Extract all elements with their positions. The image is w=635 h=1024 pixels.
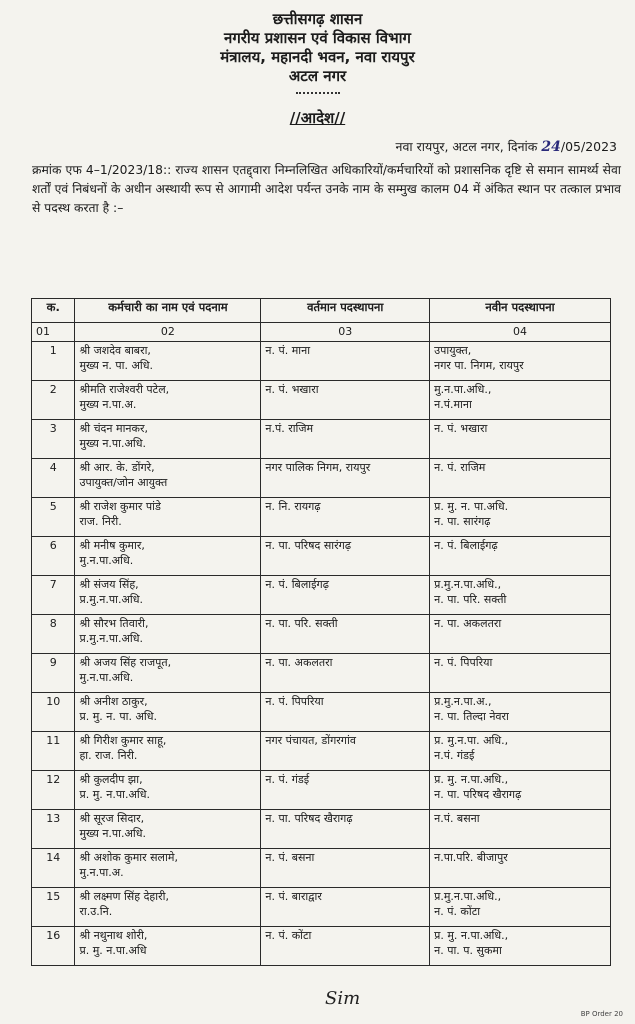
table-row [32,537,611,576]
header-divider [296,88,340,94]
dateline [0,138,635,155]
employee-designation: राज. निरी. [79,515,122,528]
new-posting-line: न. पा. अकलतरा [434,617,502,630]
posting-table [31,298,611,966]
row-serial: 14 [32,849,75,888]
new-posting-line: प्र.मु.न.पा.अधि., [434,890,502,903]
new-posting-cell [430,459,611,498]
table-row [32,615,611,654]
table-row [32,888,611,927]
row-serial: 1 [32,342,75,381]
new-posting-line: उपायुक्त, [434,344,472,357]
current-posting: न. नि. रायगढ़ [261,498,430,537]
employee-name: श्री लक्ष्मण सिंह देहारी, [79,890,169,903]
employee-cell [75,849,261,888]
employee-cell [75,420,261,459]
current-posting: नगर पंचायत, डोंगरगांव [261,732,430,771]
new-posting-cell [430,342,611,381]
order-paragraph: क्रमांक एफ 4–1/2023/18:: राज्य शासन एतद्द्वारा निम्नलिखित अधिकारियों/कर्मचारियों को प्रशासनिक दृष्टि से समान सामर्थ्य सेवा शर्तों एवं निबंधनों के अधीन अस्थायी रूप से आगामी आदेश पर्यन्त उनके नाम के सम्मुख कालम 04 में अंकित स्थान पर तत्काल प्रभाव से पदस्थ करता है :– [32,163,621,215]
employee-designation: उपायुक्त/जोन आयुक्त [79,476,168,489]
row-serial: 8 [32,615,75,654]
col-header-current: वर्तमान पदस्थापना [261,299,430,323]
row-serial: 7 [32,576,75,615]
new-posting-cell [430,771,611,810]
col-header-new: नवीन पदस्थापना [430,299,611,323]
col-number: 03 [261,323,430,342]
row-serial: 12 [32,771,75,810]
new-posting-line: प्र. मु.न.पा. अधि., [434,734,509,747]
current-posting: न. पं. गंडई [261,771,430,810]
employee-name: श्री चंदन मानकर, [79,422,148,435]
new-posting-cell [430,888,611,927]
new-posting-line: न.पा.परि. बीजापुर [434,851,508,864]
table-row [32,849,611,888]
employee-cell [75,576,261,615]
table-row [32,732,611,771]
dateline-day: 24 [541,139,561,155]
new-posting-line: मु.न.पा.अधि., [434,383,492,396]
employee-designation: मु.न.पा.अधि. [79,671,134,684]
col-number: 02 [75,323,261,342]
new-posting-cell [430,498,611,537]
employee-cell [75,693,261,732]
new-posting-line: न. पं. भखारा [434,422,488,435]
current-posting: न.पं. राजिम [261,420,430,459]
new-posting-line: न. पा. तिल्दा नेवरा [434,710,509,723]
new-posting-line: प्र. मु. न.पा.अधि., [434,929,509,942]
employee-name: श्री नथुनाथ शोरी, [79,929,148,942]
employee-designation: प्र. मु. न. पा. अधि. [79,710,157,723]
employee-designation: प्र.मु.न.पा.अधि. [79,632,143,645]
table-row [32,576,611,615]
new-posting-line: प्र.मु.न.पा.अधि., [434,578,502,591]
new-posting-cell [430,732,611,771]
column-number-row [32,323,611,342]
employee-designation: मुख्य न.पा.अधि. [79,827,147,840]
new-posting-cell [430,927,611,966]
employee-designation: मुख्य न.पा.अधि. [79,437,147,450]
current-posting: न. पा. परिषद सारंगढ़ [261,537,430,576]
new-posting-line: प्र. मु. न. पा.अधि. [434,500,509,513]
employee-name: श्री अजय सिंह राजपूत, [79,656,172,669]
employee-name: श्री सौरभ तिवारी, [79,617,149,630]
employee-cell [75,927,261,966]
employee-designation: रा.उ.नि. [79,905,113,918]
city-name: अटल नगर [288,67,347,85]
row-serial: 4 [32,459,75,498]
col-number: 01 [32,323,75,342]
employee-name: श्री मनीष कुमार, [79,539,145,552]
table-header-row [32,299,611,323]
new-posting-line: प्र. मु. न.पा.अधि., [434,773,509,786]
govt-name: छत्तीसगढ़ शासन [272,10,363,28]
employee-designation: हा. राज. निरी. [79,749,138,762]
employee-cell [75,537,261,576]
current-posting: नगर पालिक निगम, रायपुर [261,459,430,498]
current-posting: न. पा. परिषद खैरागढ़ [261,810,430,849]
row-serial: 13 [32,810,75,849]
footnote: BP Order 20 [580,1010,623,1018]
employee-cell [75,654,261,693]
employee-designation: प्र. मु. न.पा.अधि. [79,788,150,801]
current-posting: न. पं. भखारा [261,381,430,420]
new-posting-line: न. पं. कोंटा [434,905,481,918]
row-serial: 10 [32,693,75,732]
dateline-month-year: /05/2023 [560,139,617,154]
table-row [32,654,611,693]
col-header-name: कर्मचारी का नाम एवं पदनाम [75,299,261,323]
employee-cell [75,381,261,420]
table-row [32,693,611,732]
row-serial: 16 [32,927,75,966]
new-posting-cell [430,654,611,693]
new-posting-line: न. पा. परिषद खैरागढ़ [434,788,522,801]
employee-name: श्री अनीश ठाकुर, [79,695,148,708]
current-posting: न. पा. परि. सक्ती [261,615,430,654]
current-posting: न. पं. कोंटा [261,927,430,966]
row-serial: 15 [32,888,75,927]
employee-cell [75,459,261,498]
new-posting-line: न. पं. पिपरिया [434,656,493,669]
new-posting-line: न.पं.माना [434,398,472,411]
office-address: मंत्रालय, महानदी भवन, नवा रायपुर [220,48,415,66]
table-row [32,771,611,810]
letterhead [0,0,635,94]
new-posting-line: न. पा. प. सुकमा [434,944,502,957]
row-serial: 11 [32,732,75,771]
employee-designation: मुख्य न. पा. अधि. [79,359,154,372]
employee-designation: मु.न.पा.अ. [79,866,124,879]
signature-image: Sim [325,988,361,1009]
current-posting: न. पं. माना [261,342,430,381]
new-posting-line: न. पं. राजिम [434,461,486,474]
employee-designation: मु.न.पा.अधि. [79,554,134,567]
row-serial: 2 [32,381,75,420]
table-row [32,342,611,381]
new-posting-cell [430,849,611,888]
employee-name: श्री संजय सिंह, [79,578,139,591]
new-posting-line: न. पा. परि. सक्ती [434,593,507,606]
employee-cell [75,498,261,537]
employee-name: श्री गिरीश कुमार साहू, [79,734,167,747]
employee-cell [75,771,261,810]
employee-name: श्री कुलदीप झा, [79,773,143,786]
current-posting: न. पं. बाराद्वार [261,888,430,927]
table-row [32,381,611,420]
col-number: 04 [430,323,611,342]
employee-designation: मुख्य न.पा.अ. [79,398,137,411]
department-name: नगरीय प्रशासन एवं विकास विभाग [224,29,411,47]
employee-cell [75,615,261,654]
employee-cell [75,342,261,381]
current-posting: न. पं. पिपरिया [261,693,430,732]
employee-name: श्री अशोक कुमार सलामे, [79,851,178,864]
table-row [32,420,611,459]
new-posting-line: न.पं. बसना [434,812,480,825]
row-serial: 9 [32,654,75,693]
current-posting: न. पं. बिलाईगढ़ [261,576,430,615]
new-posting-cell [430,810,611,849]
employee-designation: प्र.मु.न.पा.अधि. [79,593,143,606]
new-posting-line: नगर पा. निगम, रायपुर [434,359,524,372]
order-title: //आदेश// [289,109,346,127]
employee-cell [75,732,261,771]
employee-name: श्री जशदेव बाबरा, [79,344,151,357]
employee-name: श्री आर. के. डोंगरे, [79,461,155,474]
new-posting-cell [430,576,611,615]
table-row [32,810,611,849]
new-posting-line: न. पं. बिलाईगढ़ [434,539,498,552]
new-posting-cell [430,420,611,459]
row-serial: 5 [32,498,75,537]
table-row [32,459,611,498]
employee-name: श्री सूरज सिदार, [79,812,145,825]
new-posting-cell [430,537,611,576]
new-posting-cell [430,615,611,654]
employee-designation: प्र. मु. न.पा.अधि [79,944,147,957]
new-posting-line: प्र.मु.न.पा.अ., [434,695,492,708]
new-posting-cell [430,693,611,732]
row-serial: 3 [32,420,75,459]
current-posting: न. पा. अकलतरा [261,654,430,693]
current-posting: न. पं. बसना [261,849,430,888]
dateline-place: नवा रायपुर, अटल नगर, दिनांक [395,139,542,154]
table-row [32,498,611,537]
new-posting-line: न. पा. सारंगढ़ [434,515,491,528]
employee-cell [75,810,261,849]
new-posting-line: न.पं. गंडई [434,749,475,762]
new-posting-cell [430,381,611,420]
employee-cell [75,888,261,927]
row-serial: 6 [32,537,75,576]
employee-name: श्री राजेश कुमार पांडे [79,500,161,513]
employee-name: श्रीमति राजेश्वरी पटेल, [79,383,170,396]
table-row [32,927,611,966]
col-header-sno: क. [32,299,75,323]
